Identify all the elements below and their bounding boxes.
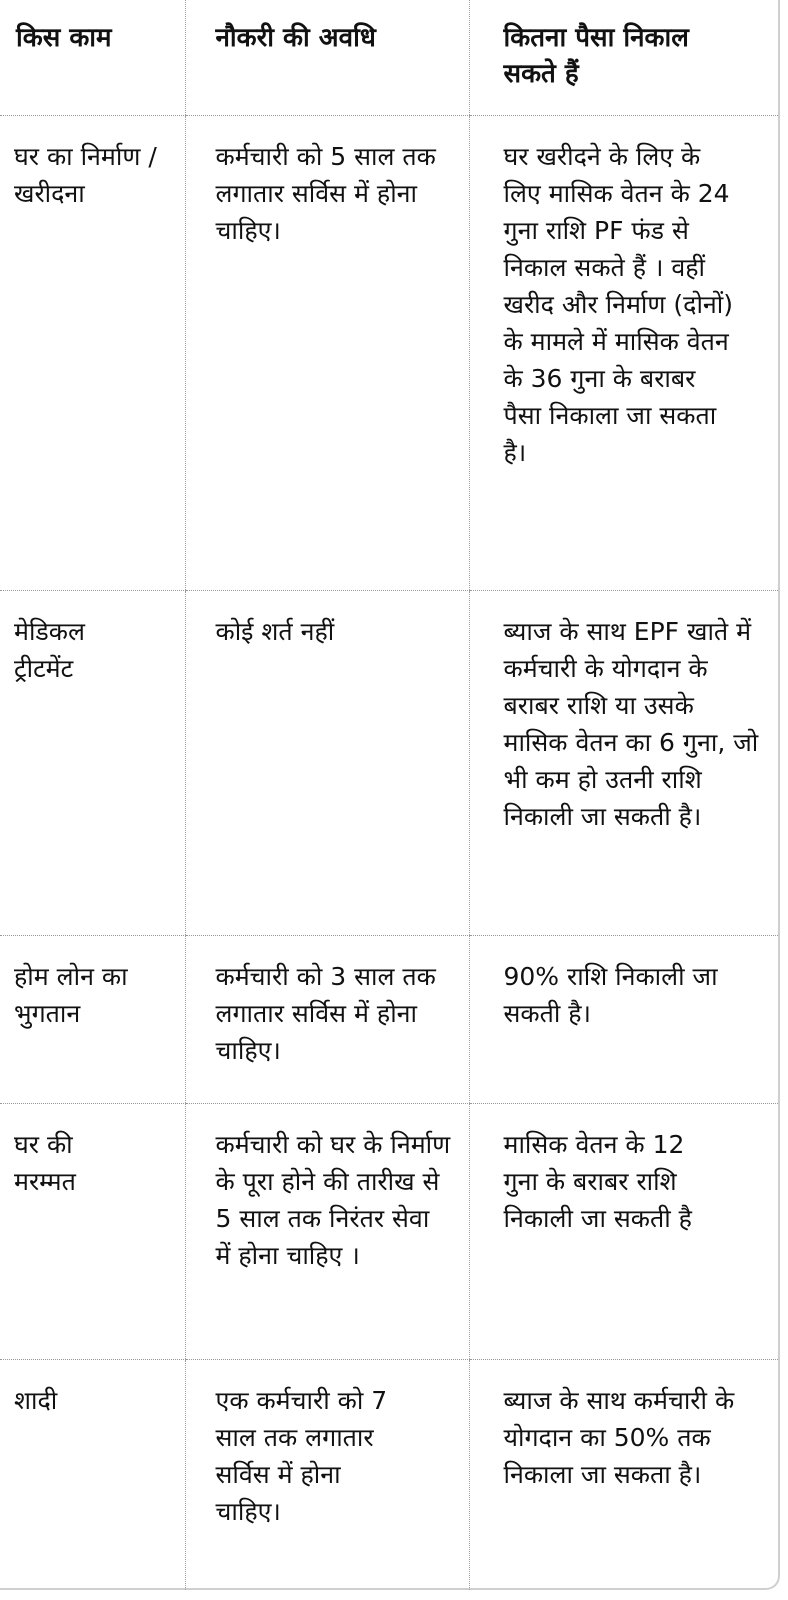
cell-purpose: शादी <box>14 1385 58 1415</box>
cell-tenure <box>185 1103 469 1359</box>
header-amount-text: कितना पैसा निकाल सकते हैं <box>503 23 689 89</box>
header-tenure: नौकरी की अवधि <box>185 0 469 115</box>
table-row <box>0 1359 778 1590</box>
cell-purpose-text: होम लोन का भुगतान <box>14 961 128 1028</box>
cell-tenure <box>185 935 469 1103</box>
cell-tenure-text: एक कर्मचारी को 7 साल तक लगातार सर्विस में होना चाहिए। <box>215 1385 388 1526</box>
header-amount <box>469 0 778 115</box>
cell-tenure-text: कर्मचारी को घर के निर्माण के पूरा होने की तारीख से 5 साल तक निरंतर सेवा में होना चाहिए । <box>215 1129 451 1270</box>
cell-amount-text: ब्याज के साथ EPF खाते में कर्मचारी के योगदान के बराबर राशि या उसके मासिक वेतन का 6 गुना, जो भी कम हो उतनी राशि निकाली जा सकती है। <box>503 616 759 831</box>
cell-purpose: घर का निर्माण / खरीदना <box>0 115 185 590</box>
cell-purpose <box>0 1103 185 1359</box>
cell-amount <box>469 1103 778 1359</box>
cell-tenure: कोई शर्त नहीं <box>185 590 469 935</box>
cell-amount-text: 90% राशि निकाली जा सकती है। <box>503 961 718 1028</box>
cell-tenure-text: कर्मचारी को 5 साल तक लगातार सर्विस में होना चाहिए। <box>215 141 436 245</box>
table-header-row <box>0 0 778 115</box>
cell-purpose-text: घर की मरम्मत <box>14 1129 76 1196</box>
cell-tenure <box>185 115 469 590</box>
cell-amount <box>469 590 778 935</box>
table-row <box>0 115 778 590</box>
table-row <box>0 935 778 1103</box>
table-row <box>0 590 778 935</box>
cell-purpose <box>0 935 185 1103</box>
cell-tenure-text: कर्मचारी को 3 साल तक लगातार सर्विस में होना चाहिए। <box>215 961 436 1065</box>
cell-amount <box>469 115 778 590</box>
cell-amount <box>469 1359 778 1590</box>
cell-amount-text: मासिक वेतन के 12 गुना के बराबर राशि निकाली जा सकती है <box>503 1129 692 1233</box>
cell-purpose <box>0 590 185 935</box>
table-row <box>0 1103 778 1359</box>
cell-purpose-text: मेडिकल ट्रीटमेंट <box>14 616 85 683</box>
cell-amount-text: घर खरीदने के लिए के लिए मासिक वेतन के 24 गुना राशि PF फंड से निकाल सकते हैं । वहीं खरीद और निर्माण (दोनों) के मामले में मासिक वेतन के 36 गुना के बराबर पैसा निकाला जा सकता है। <box>503 141 734 467</box>
header-purpose: किस काम <box>0 0 185 115</box>
cell-tenure <box>185 1359 469 1590</box>
cell-amount-text: ब्याज के साथ कर्मचारी के योगदान का 50% तक निकाला जा सकता है। <box>503 1385 735 1489</box>
cell-amount <box>469 935 778 1103</box>
